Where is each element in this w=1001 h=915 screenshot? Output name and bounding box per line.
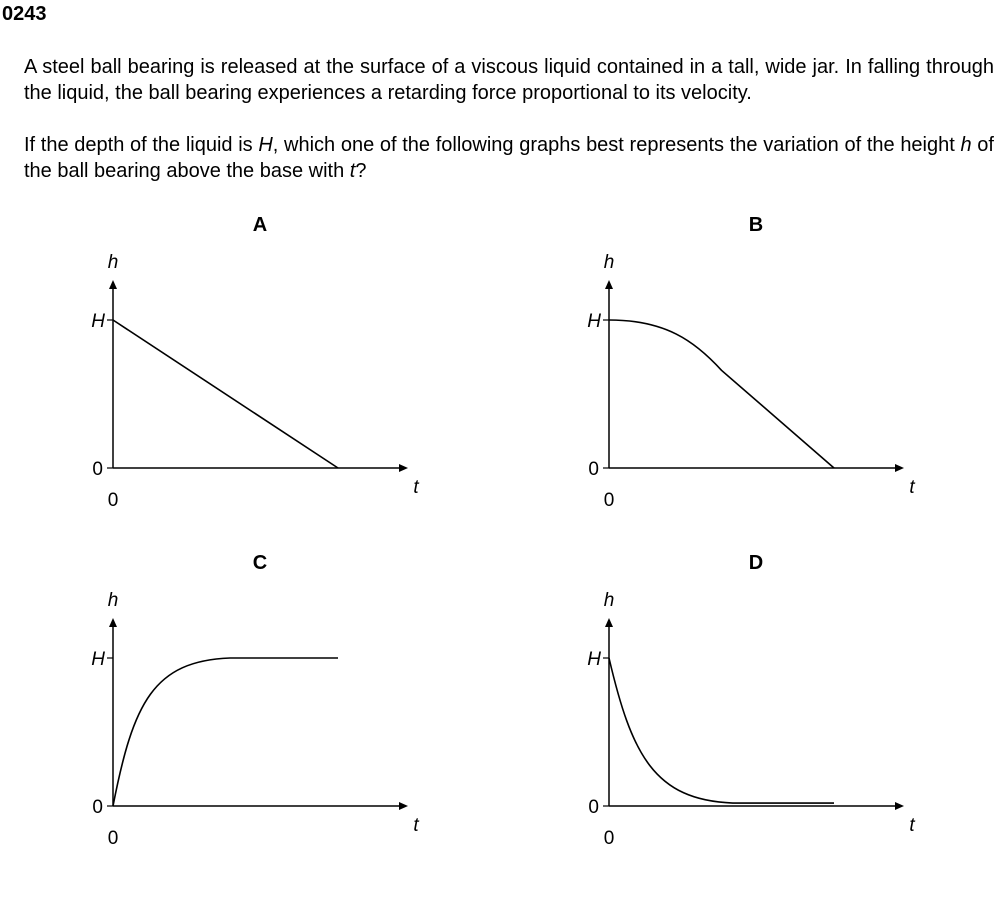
question-paragraph-2 xyxy=(24,132,994,184)
x-axis-arrow xyxy=(895,464,904,472)
question-paragraph-1: A steel ball bearing is released at the surface of a viscous liquid contained in a tall, wide jar. In falling through the liquid, the ball bearing experiences a retarding force proportional to its velocity. xyxy=(24,56,994,104)
q-text-c: of the ball bearing above the base with xyxy=(24,134,994,182)
y-tick-label-0: 0 xyxy=(92,797,103,818)
y-axis-label: h xyxy=(107,252,119,273)
graph-svg xyxy=(70,210,490,510)
q-text-d: ? xyxy=(355,160,367,182)
graph-c[interactable] xyxy=(70,548,490,848)
graph-svg xyxy=(70,548,490,848)
q-symbol-h: h xyxy=(960,134,972,156)
y-axis-label: h xyxy=(603,590,615,611)
y-tick-label-H: H xyxy=(91,649,105,670)
y-tick-label-0: 0 xyxy=(92,459,103,480)
x-axis-arrow xyxy=(399,464,408,472)
graph-curve xyxy=(609,320,834,468)
x-axis-label: t xyxy=(909,477,915,498)
y-tick-label-H: H xyxy=(587,311,601,332)
graph-curve xyxy=(113,320,338,468)
x-tick-label-0: 0 xyxy=(107,828,119,849)
question-number: 0243 xyxy=(2,3,47,25)
x-axis-arrow xyxy=(399,802,408,810)
graph-curve xyxy=(609,658,834,803)
y-tick-label-H: H xyxy=(91,311,105,332)
x-axis-label: t xyxy=(413,477,419,498)
y-tick-label-0: 0 xyxy=(588,459,599,480)
x-axis-label: t xyxy=(909,815,915,836)
q-symbol-t: t xyxy=(349,160,356,182)
y-axis-label: h xyxy=(603,252,615,273)
y-axis-arrow xyxy=(605,280,613,289)
graph-letter-label: A xyxy=(252,214,268,236)
x-tick-label-0: 0 xyxy=(107,490,119,511)
x-tick-label-0: 0 xyxy=(603,828,615,849)
graph-curve xyxy=(113,658,338,806)
graph-letter-label: C xyxy=(252,552,268,574)
q-text-a: If the depth of the liquid is xyxy=(24,134,259,156)
x-tick-label-0: 0 xyxy=(603,490,615,511)
y-axis-arrow xyxy=(109,280,117,289)
q-text-b: , which one of the following graphs best represents the variation of the height xyxy=(272,134,961,156)
graph-a[interactable] xyxy=(70,210,490,510)
y-tick-label-0: 0 xyxy=(588,797,599,818)
graph-letter-label: D xyxy=(748,552,764,574)
x-axis-label: t xyxy=(413,815,419,836)
graph-svg xyxy=(566,548,986,848)
y-axis-label: h xyxy=(107,590,119,611)
graph-d[interactable] xyxy=(566,548,986,848)
y-axis-arrow xyxy=(109,618,117,627)
graph-svg xyxy=(566,210,986,510)
q-symbol-H: H xyxy=(258,134,273,156)
graph-b[interactable] xyxy=(566,210,986,510)
graph-letter-label: B xyxy=(748,214,764,236)
x-axis-arrow xyxy=(895,802,904,810)
y-tick-label-H: H xyxy=(587,649,601,670)
y-axis-arrow xyxy=(605,618,613,627)
